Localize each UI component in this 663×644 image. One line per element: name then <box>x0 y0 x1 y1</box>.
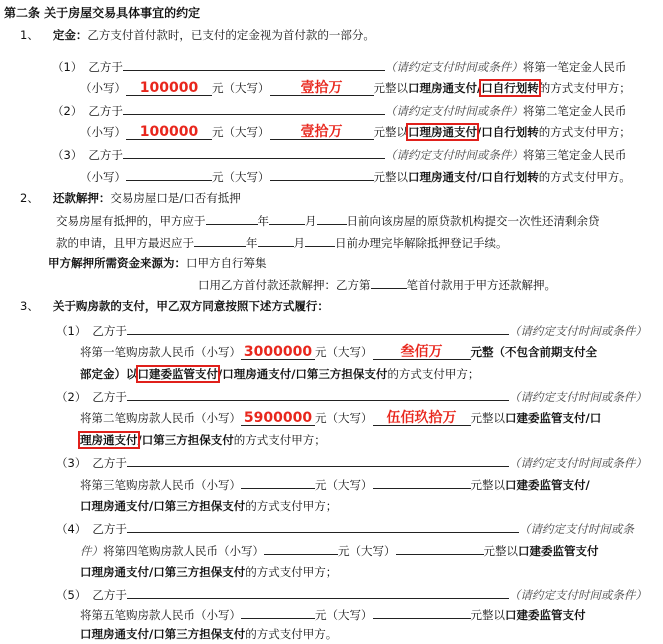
deposit-1-option-lifangtong[interactable]: 口理房通支付 <box>408 81 477 95</box>
mortgage-month-field-1[interactable] <box>269 212 305 225</box>
payment-5-option-lifangtong[interactable]: 口理房通支付 <box>80 627 149 641</box>
payment-1-option-lifangtong[interactable]: 口理房通支付 <box>222 367 292 381</box>
payment-3-option-guarantee[interactable]: 口第三方担保支付 <box>153 499 246 513</box>
payment-2-small-field[interactable]: 5900000 <box>241 411 315 426</box>
mortgage-day-field-2[interactable] <box>305 234 335 247</box>
payment-1-time-field[interactable] <box>127 322 509 335</box>
payment-4-line3: 口理房通支付/口第三方担保支付的方式支付甲方； <box>80 565 338 579</box>
fund-payment-number-field[interactable] <box>371 276 407 289</box>
deposit-3-option-lifangtong[interactable]: 口理房通支付 <box>408 170 477 184</box>
payment-3-option-lifangtong[interactable]: 口理房通支付 <box>80 499 149 513</box>
deposit-1-time-field[interactable] <box>123 58 385 71</box>
payment-4-line2: 件）将第四笔购房款人民币（小写） 元（大写） 元整以口建委监管支付 <box>80 544 599 558</box>
payment-2-time-field[interactable] <box>127 388 509 401</box>
payment-2-big-field[interactable]: 伍佰玖拾万 <box>373 411 471 426</box>
section-1-header: 1、 定金：乙方支付首付款时，已支付的定金视为首付款的一部分。 <box>20 28 375 42</box>
payment-4-time-field[interactable] <box>127 520 519 533</box>
deposit-2-line2: （小写） 100000 元（大写） 壹拾万 元整以口理房通支付/口自行划转的方式支付甲方； <box>80 124 631 140</box>
section-3-header: 3、 关于购房款的支付，甲乙双方同意按照下述方式履行： <box>20 299 329 313</box>
payment-2-option-guarantee[interactable]: 口第三方担保支付 <box>141 433 234 447</box>
payment-1-option-commission[interactable]: 口建委监管支付 <box>137 367 218 381</box>
deposit-2-small-field[interactable]: 100000 <box>126 125 212 140</box>
mortgage-month-field-2[interactable] <box>258 234 294 247</box>
deposit-2-line1: （2） 乙方于 （请约定支付时间或条件）将第二笔定金人民币 <box>52 104 627 118</box>
payment-2-line2: 将第二笔购房款人民币（小写） 5900000 元（大写） 伍佰玖拾万 元整以口建委监管支付/口 <box>80 410 602 426</box>
payment-2-option-lifangtong[interactable]: 理房通支付 <box>80 433 138 447</box>
payment-5-line3: 口理房通支付/口第三方担保支付的方式支付甲方。 <box>80 627 338 641</box>
payment-1-line2: 将第一笔购房款人民币（小写） 3000000 元（大写） 叁佰万 元整（不包含前期支付全 <box>80 344 597 360</box>
deposit-3-option-self-transfer[interactable]: 口自行划转 <box>481 170 539 184</box>
payment-4-option-commission[interactable]: 口建委监管支付 <box>518 544 599 558</box>
deposit-1-line2: （小写） 100000 元（大写） 壹拾万 元整以口理房通支付/口自行划转的方式支付甲方； <box>80 80 631 96</box>
payment-5-option-guarantee[interactable]: 口第三方担保支付 <box>153 627 246 641</box>
payment-2-line1: （2） 乙方于 （请约定支付时间或条件） <box>56 390 647 404</box>
payment-4-small-field[interactable] <box>264 542 338 555</box>
deposit-2-option-lifangtong[interactable]: 口理房通支付 <box>408 125 477 139</box>
payment-3-line3: 口理房通支付/口第三方担保支付的方式支付甲方； <box>80 499 338 513</box>
deposit-1-line1: （1） 乙方于 （请约定支付时间或条件）将第一笔定金人民币 <box>52 60 627 74</box>
deposit-3-line1: （3） 乙方于 （请约定支付时间或条件）将第三笔定金人民币 <box>52 148 627 162</box>
deposit-3-line2: （小写） 元（大写） 元整以口理房通支付/口自行划转的方式支付甲方。 <box>80 170 631 184</box>
payment-4-line1: （4） 乙方于 （请约定支付时间或条 <box>56 522 634 536</box>
payment-4-option-lifangtong[interactable]: 口理房通支付 <box>80 565 149 579</box>
deposit-2-big-field[interactable]: 壹拾万 <box>270 125 374 140</box>
deposit-3-big-field[interactable] <box>270 168 374 181</box>
mortgage-year-field-2[interactable] <box>194 234 246 247</box>
payment-1-small-field[interactable]: 3000000 <box>241 345 315 360</box>
fund-option-self[interactable]: 口甲方自行筹集 <box>186 256 267 270</box>
mortgage-day-field-1[interactable] <box>317 212 347 225</box>
payment-3-time-field[interactable] <box>127 454 509 467</box>
deposit-3-small-field[interactable] <box>126 168 212 181</box>
payment-5-option-commission[interactable]: 口建委监管支付 <box>505 608 586 622</box>
deposit-2-option-self-transfer[interactable]: 口自行划转 <box>481 125 539 139</box>
page-title: 第二条 关于房屋交易具体事宜的约定 <box>4 6 201 20</box>
payment-3-small-field[interactable] <box>241 476 315 489</box>
section-2-header: 2、 还款解押：交易房屋口是/口否有抵押 <box>20 191 241 205</box>
deposit-1-small-field[interactable]: 100000 <box>126 81 212 96</box>
payment-5-time-field[interactable] <box>127 586 509 599</box>
payment-3-line2: 将第三笔购房款人民币（小写） 元（大写） 元整以口建委监管支付/ <box>80 478 590 492</box>
deposit-1-option-self-transfer[interactable]: 口自行划转 <box>481 81 539 95</box>
payment-5-big-field[interactable] <box>373 606 471 619</box>
payment-2-line3: 理房通支付/口第三方担保支付的方式支付甲方； <box>80 433 326 447</box>
fund-option-downpayment: 口用乙方首付款还款解押：乙方第 笔首付款用于甲方还款解押。 <box>198 278 556 292</box>
payment-1-line1: （1） 乙方于 （请约定支付时间或条件） <box>56 324 647 338</box>
mortgage-line1: 交易房屋有抵押的，甲方应于 年 月 日前向该房屋的原贷款机构提交一次性还清剩余贷 <box>56 214 600 228</box>
mortgage-line2: 款的申请，且甲方最迟应于 年 月 日前办理完毕解除抵押登记手续。 <box>56 236 508 250</box>
payment-1-big-field[interactable]: 叁佰万 <box>373 345 471 360</box>
payment-4-big-field[interactable] <box>396 542 484 555</box>
payment-5-line2: 将第五笔购房款人民币（小写） 元（大写） 元整以口建委监管支付 <box>80 608 586 622</box>
payment-5-small-field[interactable] <box>241 606 315 619</box>
payment-3-big-field[interactable] <box>373 476 471 489</box>
fund-source-line: 甲方解押所需资金来源为：口甲方自行筹集 <box>48 256 267 270</box>
deposit-2-time-field[interactable] <box>123 102 385 115</box>
payment-1-line3: 部定金）以口建委监管支付/口理房通支付/口第三方担保支付的方式支付甲方； <box>80 367 480 381</box>
payment-4-option-guarantee[interactable]: 口第三方担保支付 <box>153 565 246 579</box>
payment-5-line1: （5） 乙方于 （请约定支付时间或条件） <box>56 588 647 602</box>
deposit-3-time-field[interactable] <box>123 146 385 159</box>
payment-1-option-guarantee[interactable]: 口第三方担保支付 <box>295 367 388 381</box>
mortgage-year-field-1[interactable] <box>206 212 258 225</box>
payment-2-option-commission[interactable]: 口建委监管支付 <box>505 411 586 425</box>
payment-3-line1: （3） 乙方于 （请约定支付时间或条件） <box>56 456 647 470</box>
payment-3-option-commission[interactable]: 口建委监管支付 <box>505 478 586 492</box>
deposit-1-big-field[interactable]: 壹拾万 <box>270 81 374 96</box>
